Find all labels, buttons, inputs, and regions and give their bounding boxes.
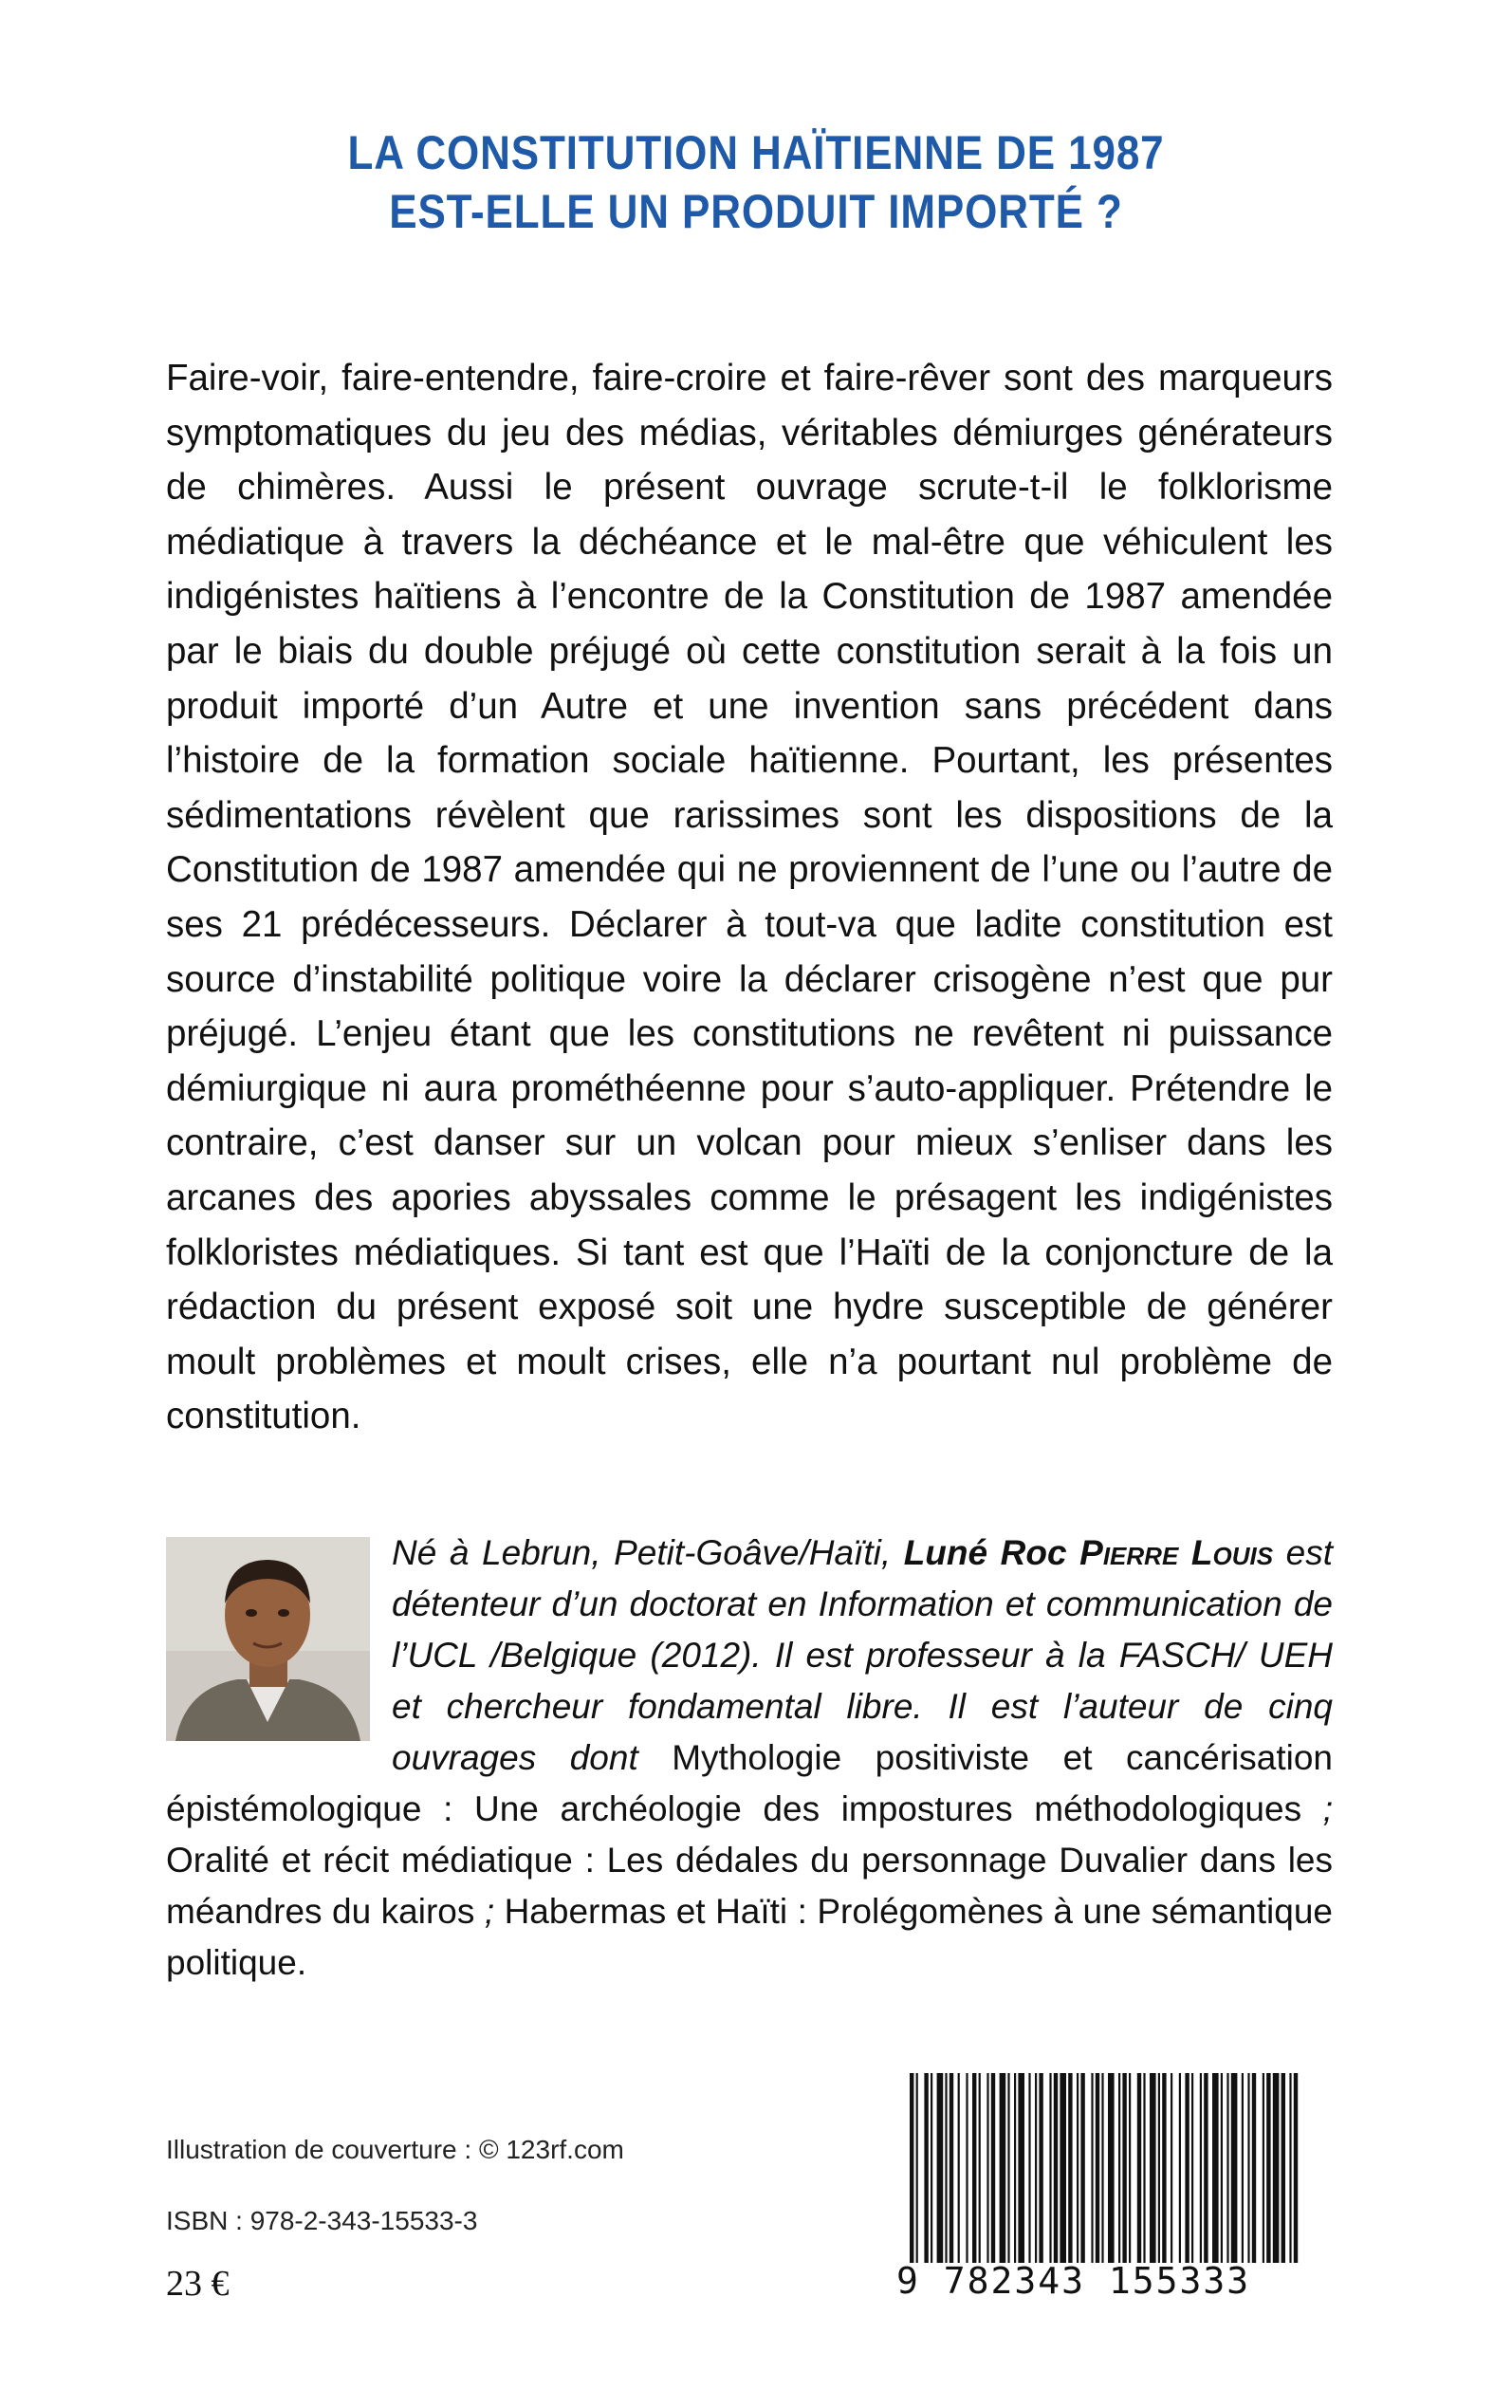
barcode-bar — [950, 2073, 953, 2263]
barcode-bar — [1049, 2073, 1051, 2263]
barcode-bar — [1252, 2073, 1256, 2263]
barcode-bar — [924, 2073, 928, 2263]
barcode-bar — [1212, 2073, 1219, 2263]
barcode-bar — [1247, 2073, 1249, 2263]
barcode-bar — [1035, 2073, 1037, 2263]
barcode-bar — [1158, 2073, 1160, 2263]
barcode-bar — [1122, 2073, 1126, 2263]
barcode-bar — [1014, 2073, 1016, 2263]
barcode-bar — [916, 2073, 918, 2263]
barcode-bar — [986, 2073, 988, 2263]
bio-separator-1: ; — [1301, 1789, 1333, 1828]
barcode-bar — [1204, 2073, 1208, 2263]
barcode-bar — [1242, 2073, 1244, 2263]
book-title-3: Habermas et Haïti : Prolégomènes à une sémantique politique — [166, 1892, 1333, 1982]
barcode-bar — [1108, 2073, 1115, 2263]
barcode-bar — [1143, 2073, 1145, 2263]
barcode-bar — [1129, 2073, 1131, 2263]
barcode-bar — [1282, 2073, 1285, 2263]
barcode-bar — [1200, 2073, 1202, 2263]
barcode-bar — [1171, 2073, 1172, 2263]
barcode-bar — [1060, 2073, 1066, 2263]
barcode-bar — [979, 2073, 981, 2263]
barcode-bar — [966, 2073, 968, 2263]
author-biography — [166, 1528, 1333, 1989]
title-line-2: EST-ELLE UN PRODUIT IMPORTÉ ? — [389, 185, 1123, 238]
title-line-1: LA CONSTITUTION HAÏTIENNE DE 1987 — [347, 126, 1165, 179]
barcode-bar — [1231, 2073, 1238, 2263]
barcode-bar — [1118, 2073, 1120, 2263]
barcode-bar — [1273, 2073, 1280, 2263]
bio-details: est détenteur d’un doctorat en Information et communication de l’UCL /Belgique (2012). Il est professeur à la FASCH/ UEH et chercheur fondamental libre. Il est l’auteur de cinq ouvrages dont — [392, 1533, 1333, 1777]
barcode-bar — [1179, 2073, 1181, 2263]
barcode-bar — [1091, 2073, 1093, 2263]
bio-separator-2: ; — [474, 1892, 505, 1931]
book-title — [91, 123, 1422, 241]
barcode-bar — [1039, 2073, 1042, 2263]
barcode-bar — [1096, 2073, 1099, 2263]
barcode-bar — [1185, 2073, 1189, 2263]
barcode-bar — [1162, 2073, 1166, 2263]
barcode-bar — [1101, 2073, 1103, 2263]
barcode-bar — [910, 2073, 913, 2263]
barcode-bar — [1007, 2073, 1009, 2263]
back-cover-summary: Faire-voir, faire-entendre, faire-croire et faire-rêver sont des marqueurs symptomatiques du jeu des médias, véritables démiurges générateurs de chimères. Aussi le présent ouvrage scrute-t-il le folklorisme médiatique à travers la déchéance et le mal-être que véhiculent les indigénistes haïtiens à l’encontre de la Constitution de 1987 amendée par le biais du double préjugé où cette constitution serait à la fois un produit importé d’un Autre et une invention sans précédent dans l’histoire de la formation sociale haïtienne. Pourtant, les présentes sédimentations révèlent que rarissimes sont les dispositions de la Constitution de 1987 amendée qui ne proviennent de l’une ou l’autre de ses 21 prédécesseurs. Déclarer à tout-va que ladite constitution est source d’instabilité politique voire la déclarer crisogène n’est que pur préjugé. L’enjeu étant que les constitutions ne revêtent ni puissance démiurgique ni aura prométhéenne pour s’auto-appliquer. Prétendre le contraire, c’est danser sur un volcan pour mieux s’enliser dans les arcanes des apories abyssales comme le présagent les indigénistes folkloristes médiatiques. Si tant est que l’Haïti de la conjoncture de la rédaction du présent exposé soit une hydre susceptible de générer moult problèmes et moult crises, elle n’a pourtant nul problème de constitution. — [166, 358, 1333, 1437]
barcode-bar — [1294, 2073, 1298, 2263]
barcode-bar — [1080, 2073, 1084, 2263]
barcode-bar — [1077, 2073, 1079, 2263]
barcode-bar — [1150, 2073, 1156, 2263]
barcode-bar — [972, 2073, 976, 2263]
barcode-bar — [1191, 2073, 1193, 2263]
book-title-2: Oralité et récit médiatique : Les dédales du personnage Duvalier dans les méandres du kairos — [166, 1841, 1333, 1931]
bio-end: . — [296, 1943, 307, 1982]
author-first-name: Luné Roc — [903, 1533, 1080, 1572]
barcode-bar — [1226, 2073, 1228, 2263]
barcode-bar — [991, 2073, 995, 2263]
barcode-bar — [1054, 2073, 1058, 2263]
barcode-bar — [1000, 2073, 1006, 2263]
barcode-bar — [1137, 2073, 1141, 2263]
barcode-bar — [1068, 2073, 1072, 2263]
barcode-bar — [945, 2073, 947, 2263]
barcode-bar — [1018, 2073, 1024, 2263]
barcode-digits: 9 782343 155333 — [896, 2260, 1251, 2302]
book-title-1: Mythologie positiviste et cancérisation épistémologique : Une archéologie des impostures méthodologiques — [166, 1738, 1333, 1828]
cover-illustration-credit: Illustration de couverture : © 123rf.com — [166, 2135, 624, 2164]
barcode-bar — [1221, 2073, 1223, 2263]
author-last-name: Pierre Louis — [1079, 1533, 1274, 1572]
barcode-icon — [906, 2073, 1304, 2263]
price-label: 23 € — [166, 2264, 230, 2304]
barcode-bar — [958, 2073, 960, 2263]
barcode-bar — [1266, 2073, 1270, 2263]
isbn-number: ISBN : 978-2-343-15533-3 — [166, 2206, 478, 2235]
bio-intro: Né à Lebrun, Petit-Goâve/Haïti, — [392, 1533, 904, 1572]
author-name — [904, 1533, 1273, 1572]
barcode-bar — [1028, 2073, 1030, 2263]
barcode-bar — [1263, 2073, 1264, 2263]
barcode-bar — [937, 2073, 944, 2263]
barcode-bar — [931, 2073, 932, 2263]
barcode-bar — [1289, 2073, 1291, 2263]
